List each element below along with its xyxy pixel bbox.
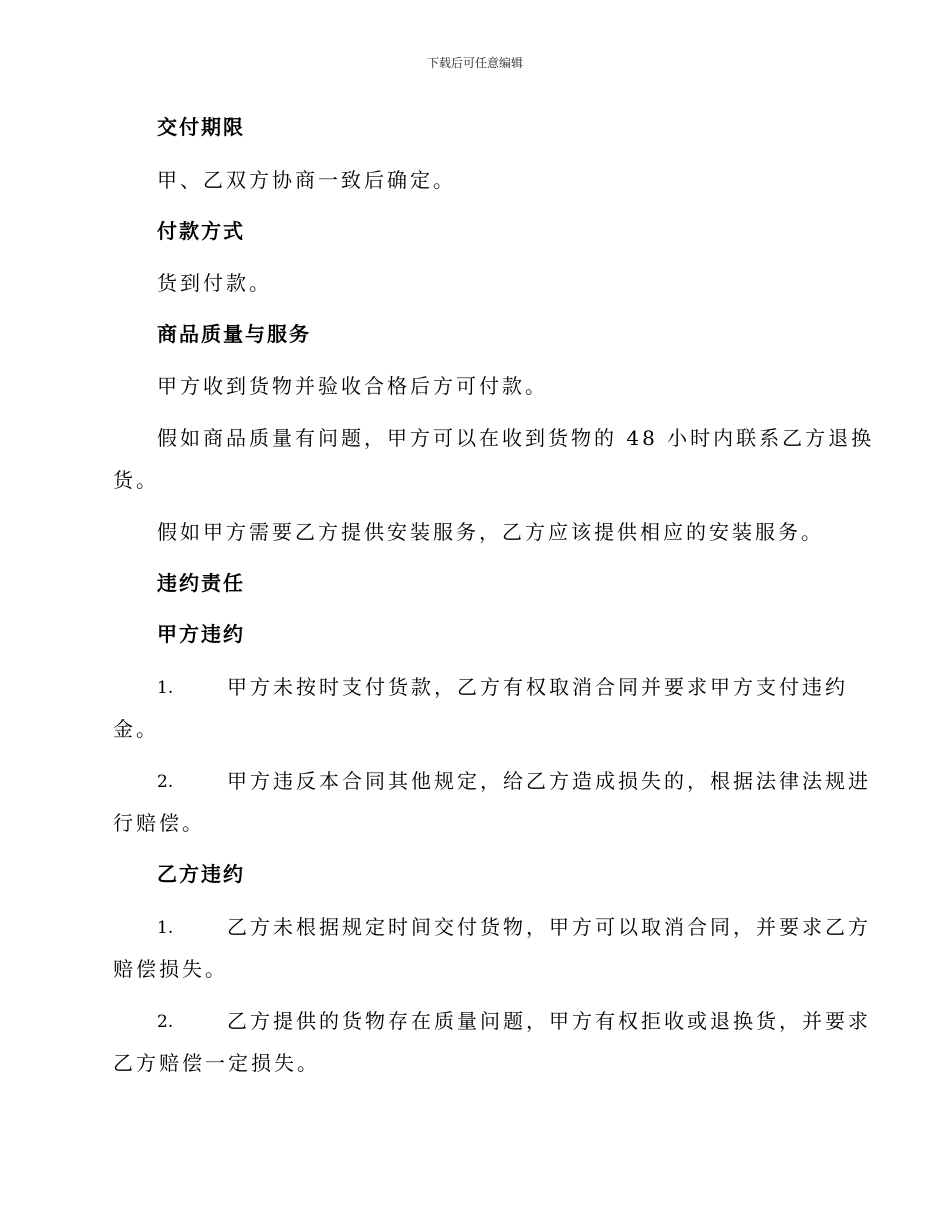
list-item-continuation: 金。 xyxy=(113,717,159,741)
breach-heading: 违约责任 xyxy=(157,571,245,595)
quality-paragraph-2-line-2: 货。 xyxy=(113,468,159,492)
list-item-text: 甲方未按时支付货款，乙方有权取消合同并要求甲方支付违约 xyxy=(227,675,848,699)
payment-heading: 付款方式 xyxy=(157,219,245,243)
list-item-number: 2. xyxy=(157,1012,174,1032)
page-header: 下载后可任意编辑 xyxy=(426,56,523,70)
quality-paragraph-1: 甲方收到货物并验收合格后方可付款。 xyxy=(157,374,548,398)
list-item-continuation: 行赔偿。 xyxy=(113,811,205,835)
party-b-heading: 乙方违约 xyxy=(157,862,245,886)
list-item-text: 乙方提供的货物存在质量问题，甲方有权拒收或退换货，并要求 xyxy=(227,1009,871,1033)
list-item-number: 2. xyxy=(157,772,174,792)
quality-paragraph-2-line-1: 假如商品质量有问题，甲方可以在收到货物的 48 小时内联系乙方退换 xyxy=(157,426,875,450)
list-item-continuation: 赔偿损失。 xyxy=(113,957,228,981)
party-a-heading: 甲方违约 xyxy=(157,622,245,646)
list-item-text: 乙方未根据规定时间交付货物，甲方可以取消合同，并要求乙方 xyxy=(227,915,871,939)
list-item-number: 1. xyxy=(157,918,174,938)
list-item-text: 甲方违反本合同其他规定，给乙方造成损失的，根据法律法规进 xyxy=(227,769,871,793)
list-item-number: 1. xyxy=(157,678,174,698)
quality-heading: 商品质量与服务 xyxy=(157,322,311,346)
quality-paragraph-3: 假如甲方需要乙方提供安装服务，乙方应该提供相应的安装服务。 xyxy=(157,520,824,544)
list-item-continuation: 乙方赔偿一定损失。 xyxy=(113,1051,320,1075)
delivery-text: 甲、乙双方协商一致后确定。 xyxy=(157,168,456,192)
payment-text: 货到付款。 xyxy=(157,271,272,295)
delivery-heading: 交付期限 xyxy=(157,115,245,139)
